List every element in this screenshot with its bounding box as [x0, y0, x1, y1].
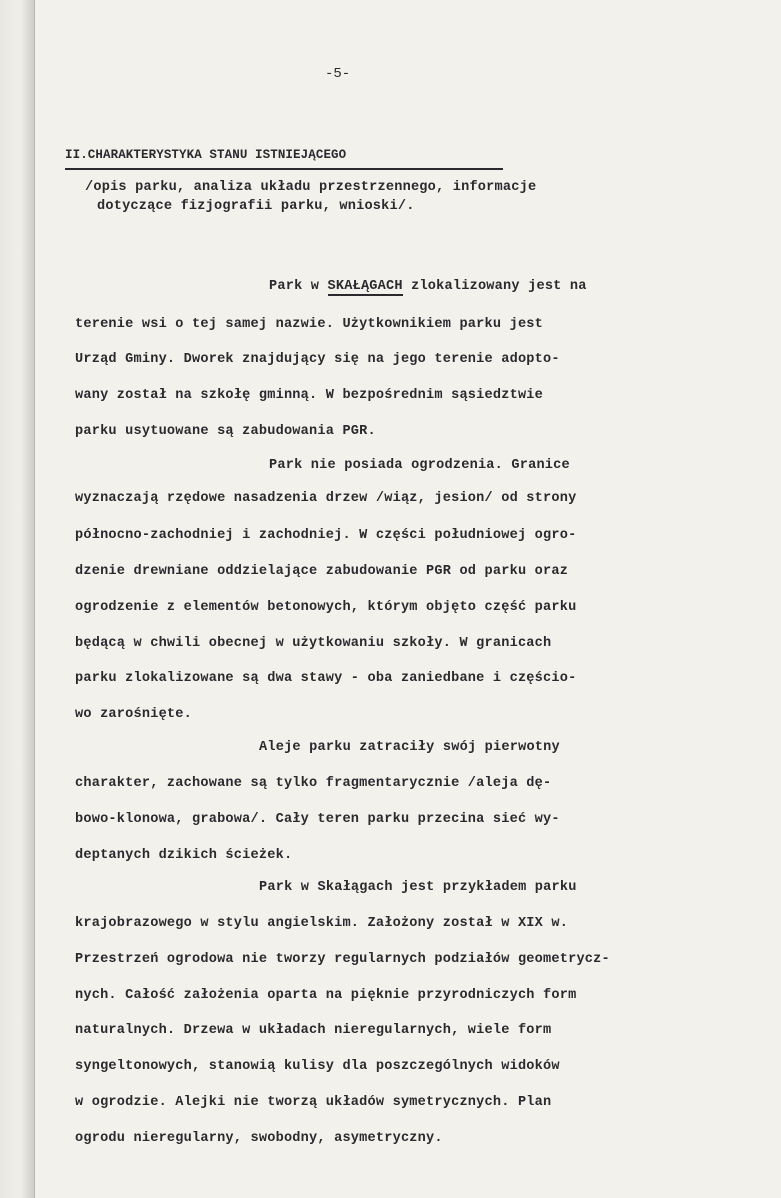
text-fragment: zlokalizowany jest na	[402, 279, 587, 294]
paragraph-line: charakter, zachowane są tylko fragmentarycznie /aleja dę-	[75, 776, 552, 791]
paragraph-line: ogrodzenie z elementów betonowych, którym objęto część parku	[75, 600, 577, 615]
paragraph-line: Aleje parku zatraciły swój pierwotny	[259, 740, 560, 755]
paragraph-line: naturalnych. Drzewa w układach nieregularnych, wiele form	[75, 1023, 552, 1038]
typewritten-page	[35, 0, 781, 1198]
paragraph-line: Park w Skałągach jest przykładem parku	[259, 880, 577, 895]
paragraph-line: będącą w chwili obecnej w użytkowaniu szkoły. W granicach	[75, 636, 552, 651]
paragraph-line: wyznaczają rzędowe nasadzenia drzew /wiąz, jesion/ od strony	[75, 491, 577, 506]
paragraph-line: syngeltonowych, stanowią kulisy dla poszczególnych widoków	[75, 1059, 560, 1074]
paragraph-line: Park nie posiada ogrodzenia. Granice	[269, 458, 570, 473]
paragraph-line: bowo-klonowa, grabowa/. Cały teren parku przecina sieć wy-	[75, 812, 560, 827]
paragraph-line: wany został na szkołę gminną. W bezpośrednim sąsiedztwie	[75, 388, 544, 403]
paragraph-line: nych. Całość założenia oparta na pięknie przyrodniczych form	[75, 988, 577, 1003]
subheading-line: /opis parku, analiza układu przestrzennego, informacje	[85, 180, 537, 195]
text-fragment: Park w	[269, 279, 328, 294]
paragraph-line: ogrodu nieregularny, swobodny, asymetryczny.	[75, 1131, 443, 1146]
paragraph-line: dzenie drewniane oddzielające zabudowanie PGR od parku oraz	[75, 564, 569, 579]
section-heading: II.CHARAKTERYSTYKA STANU ISTNIEJĄCEGO	[65, 148, 347, 162]
paragraph-line: deptanych dzikich ścieżek.	[75, 848, 293, 863]
paragraph-line: w ogrodzie. Alejki nie tworzą układów symetrycznych. Plan	[75, 1095, 552, 1110]
paragraph-line: terenie wsi o tej samej nazwie. Użytkownikiem parku jest	[75, 317, 544, 332]
heading-underline	[65, 168, 503, 170]
binding-edge	[0, 0, 35, 1198]
subheading-line: dotyczące fizjografii parku, wnioski/.	[97, 199, 415, 214]
paragraph-line: Urząd Gminy. Dworek znajdujący się na jego terenie adopto-	[75, 352, 560, 367]
place-name: SKAŁĄGACH	[327, 279, 403, 294]
paragraph-line: wo zarośnięte.	[75, 707, 193, 722]
paragraph-line: parku zlokalizowane są dwa stawy - oba zaniedbane i częścio-	[75, 671, 577, 686]
paragraph-line: parku usytuowane są zabudowania PGR.	[75, 424, 376, 439]
paragraph-line: północno-zachodniej i zachodniej. W części południowej ogro-	[75, 528, 577, 543]
paragraph-line: krajobrazowego w stylu angielskim. Założony został w XIX w.	[75, 916, 569, 931]
page-number: -5-	[325, 66, 351, 82]
paragraph-line	[269, 279, 587, 294]
paragraph-line: Przestrzeń ogrodowa nie tworzy regularnych podziałów geometrycz-	[75, 952, 610, 967]
